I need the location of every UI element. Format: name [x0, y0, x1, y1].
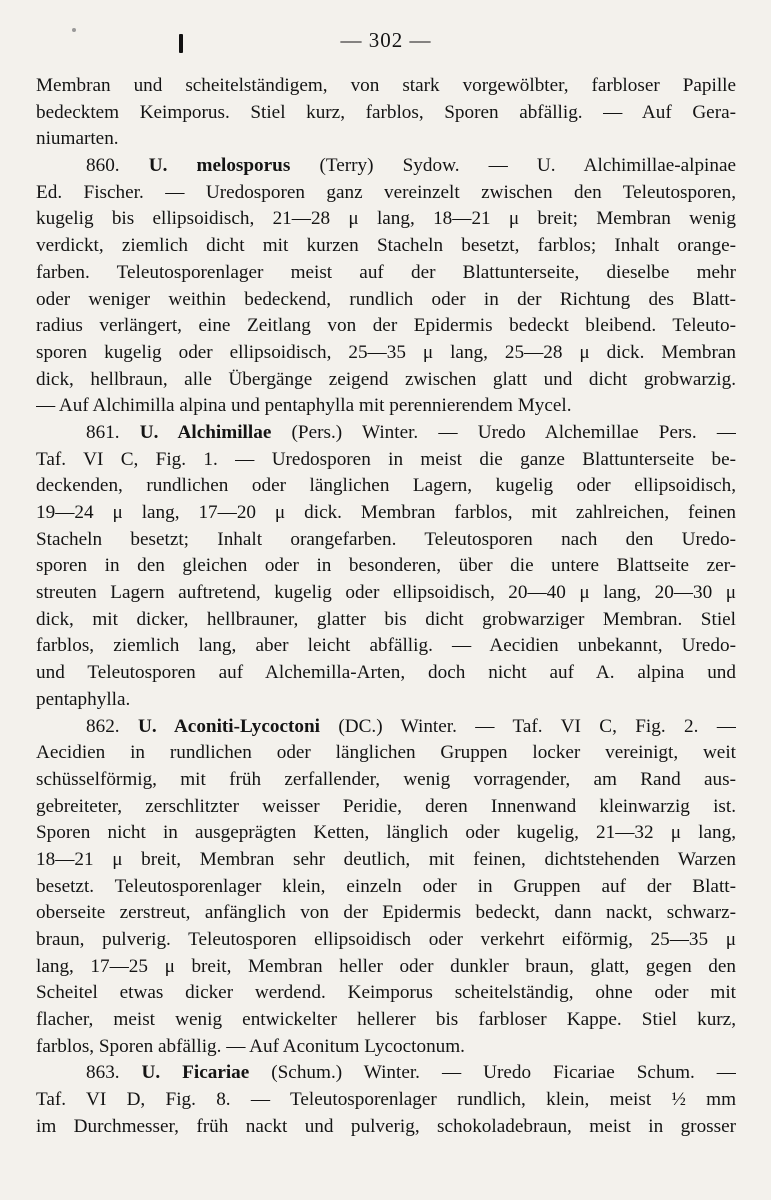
- text-line: deckenden, rundlichen oder länglichen Lagern, kugelig oder ellipsoidisch,: [36, 475, 736, 497]
- text-line: — Auf Alchimilla alpina und pentaphylla mit perennierendem Mycel.: [36, 395, 572, 417]
- text-line: Taf. VI C, Fig. 1. — Uredosporen in meist die ganze Blattunterseite be-: [36, 448, 736, 470]
- text-line: dick, mit dicker, hellbrauner, glatter bis dicht grobwarziger Membran. Stiel: [36, 608, 736, 630]
- text-line: farblos, Sporen abfällig. — Auf Aconitum Lycoctonum.: [36, 1035, 465, 1057]
- text-line: lang, 17—25 μ breit, Membran heller oder dunkler braun, glatt, gegen den: [36, 955, 736, 977]
- text-line: Stacheln besetzt; Inhalt orangefarben. Teleutosporen nach den Uredo-: [36, 528, 736, 550]
- text-line: Sporen nicht in ausgeprägten Ketten, länglich oder kugelig, 21—32 μ lang,: [36, 822, 736, 844]
- body-text: [36, 73, 736, 1141]
- text-line: und Teleutosporen auf Alchemilla-Arten, doch nicht auf A. alpina und: [36, 662, 736, 684]
- entry-authority: (Terry) Sydow. — U. Alchimillae-alpinae: [319, 155, 736, 177]
- text-line: oder weniger weithin bedeckend, rundlich oder in der Richtung des Blatt-: [36, 288, 736, 310]
- text-line: verdickt, ziemlich dicht mit kurzen Stacheln besetzt, farblos; Inhalt orange-: [36, 235, 736, 257]
- entry-number: 860.: [86, 155, 120, 177]
- entry-number: 862.: [86, 715, 120, 737]
- entry-authority: (Schum.) Winter. — Uredo Ficariae Schum. —: [271, 1062, 736, 1084]
- text-line: sporen kugelig oder ellipsoidisch, 25—35 μ lang, 25—28 μ dick. Membran: [36, 341, 736, 363]
- entry-heading-860: [36, 153, 736, 180]
- species-name: U. Aconiti-Lycoctoni: [137, 715, 320, 737]
- entry-heading-862: [36, 714, 736, 741]
- entry-heading-863: [36, 1060, 736, 1087]
- text-line: Scheitel etwas dicker werdend. Keimporus scheitelständig, ohne oder mit: [36, 982, 736, 1004]
- text-line: Taf. VI D, Fig. 8. — Teleutosporenlager rundlich, klein, meist ½ mm: [36, 1089, 736, 1111]
- text-line: im Durchmesser, früh nackt und pulverig, schokoladebraun, meist in grosser: [36, 1115, 736, 1137]
- text-line: schüsselförmig, mit früh zerfallender, wenig vorragender, am Rand aus-: [36, 768, 736, 790]
- text-line: besetzt. Teleutosporenlager klein, einzeln oder in Gruppen auf der Blatt-: [36, 875, 736, 897]
- text-line: radius verlängert, eine Zeitlang von der Epidermis bedeckt bleibend. Teleuto-: [36, 315, 736, 337]
- entry-authority: (DC.) Winter. — Taf. VI C, Fig. 2. —: [338, 715, 736, 737]
- text-line: farben. Teleutosporenlager meist auf der Blattunterseite, dieselbe mehr: [36, 261, 736, 283]
- species-name: U. Alchimillae: [139, 421, 272, 443]
- book-page: [36, 0, 736, 1200]
- entry-number: 863.: [86, 1062, 120, 1084]
- text-line: dick, hellbraun, alle Übergänge zeigend zwischen glatt und dicht grobwarzig.: [36, 368, 736, 390]
- page-number: — 302 —: [340, 28, 432, 52]
- text-line: Ed. Fischer. — Uredosporen ganz vereinzelt zwischen den Teleutosporen,: [36, 181, 736, 203]
- text-line: oberseite zerstreut, anfänglich von der Epidermis bedeckt, dann nackt, schwarz-: [36, 902, 736, 924]
- species-name: U. Ficariae: [141, 1062, 250, 1084]
- entry-authority: (Pers.) Winter. — Uredo Alchemillae Pers. —: [291, 421, 736, 443]
- text-line: gebreiteter, zerschlitzter weisser Peridie, deren Innenwand kleinwarzig ist.: [36, 795, 736, 817]
- text-line: 18—21 μ breit, Membran sehr deutlich, mit feinen, dichtstehenden Warzen: [36, 848, 736, 870]
- text-line: bedecktem Keimporus. Stiel kurz, farblos, Sporen abfällig. — Auf Gera-: [36, 101, 736, 123]
- text-line: pentaphylla.: [36, 688, 131, 710]
- entry-heading-861: [36, 420, 736, 447]
- text-line: kugelig bis ellipsoidisch, 21—28 μ lang, 18—21 μ breit; Membran wenig: [36, 208, 736, 230]
- entry-number: 861.: [86, 421, 120, 443]
- text-line: Membran und scheitelständigem, von stark vorgewölbter, farbloser Papille: [36, 75, 736, 96]
- text-line: niumarten.: [36, 128, 119, 150]
- text-line: farblos, ziemlich lang, aber leicht abfällig. — Aecidien unbekannt, Uredo-: [36, 635, 736, 657]
- text-line: braun, pulverig. Teleutosporen ellipsoidisch oder verkehrt eiförmig, 25—35 μ: [36, 929, 736, 950]
- text-line: 19—24 μ lang, 17—20 μ dick. Membran farblos, mit zahlreichen, feinen: [36, 502, 736, 523]
- text-line: flacher, meist wenig entwickelter hellerer bis farbloser Kappe. Stiel kurz,: [36, 1009, 736, 1031]
- text-line: Aecidien in rundlichen oder länglichen Gruppen locker vereinigt, weit: [36, 742, 736, 764]
- text-line: streuten Lagern auftretend, kugelig oder ellipsoidisch, 20—40 μ lang, 20—30 μ: [36, 582, 736, 604]
- species-name: U. melosporus: [148, 155, 291, 177]
- text-line: sporen in den gleichen oder in besonderen, über die untere Blattseite zer-: [36, 555, 736, 577]
